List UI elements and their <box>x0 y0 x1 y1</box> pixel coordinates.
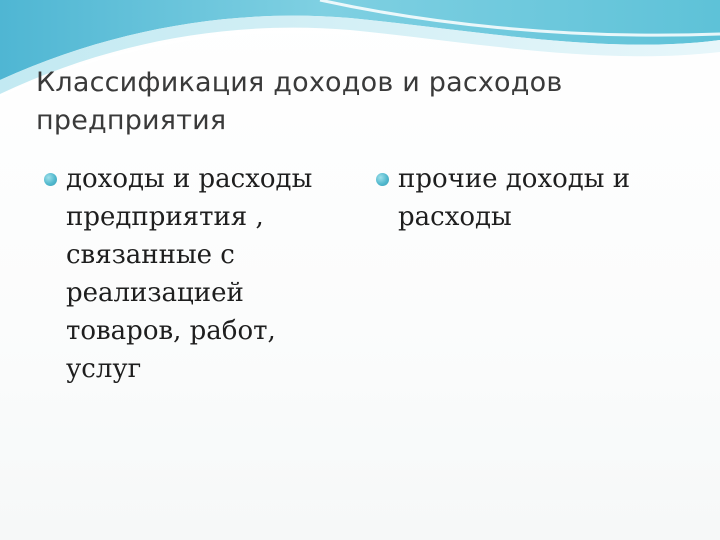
bullet-text: прочие доходы и расходы <box>398 164 631 232</box>
bullet-column-left <box>42 160 332 388</box>
slide-title: Классификация доходов и расходов предприятия <box>36 67 563 136</box>
bullet-column-right <box>374 160 674 236</box>
bullet-text: доходы и расходы предприятия , связанные с реализацией товаров, работ, услуг <box>66 164 313 384</box>
bullet-dot-icon <box>376 173 389 186</box>
bullet-dot-icon <box>44 173 57 186</box>
bullet-item <box>374 160 674 236</box>
bullet-item <box>42 160 332 388</box>
